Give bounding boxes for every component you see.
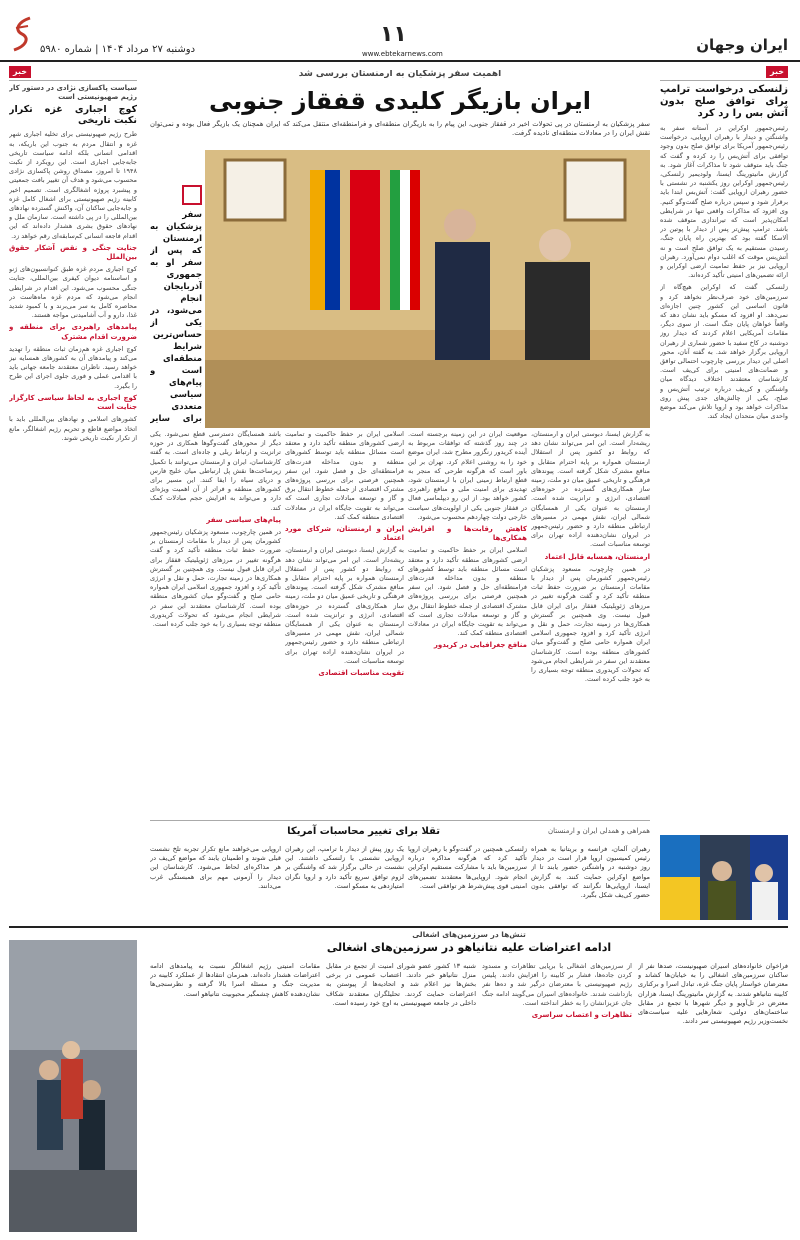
lead-col-2-text: موقعیت ایران در این زمینه برجسته است. در چند روز گذشته که توافقات مربوط به آینده کریدور زنگزور مطرح شد، ایران موضع خود را به روشنی اعلام کرد. تهران بر این باور است که هرگونه طرحی که منجر به قطع ارتباط زمینی ایران با ارمنستان شود، تهدیدی برای امنیت ملی و منافع راهبردی کشور خواهد بود. از این رو دیپلماسی فعال در قفقاز جنوبی یکی از اولویت‌های سیاست خارجی دولت چهاردهم محسوب می‌شود. [408,430,527,521]
left-kicker: سیاست پاکسازی نژادی در دستور کار رژیم صهیونیستی است [9,84,137,102]
lead-col-3 [285,430,404,813]
mid-col-3: یک روز پیش از دیدار با ترامپ، این رهبران اروپایی نشستی با زلنسکی داشتند. این نشست در حالی برگزار شد که واشنگتن بر لزوم توافق سریع تأکید دارد و اروپا نگران امتیازدهی به مسکو است. [285,845,404,890]
bottom-col-3: شنبه ۱۳ کشور عضو شورای امنیت از تجمع در مقابل منزل نتانیاهو خبر دادند. اعتصاب عمومی در برخی بخش‌ها نیز اعلام شد و اتحادیه‌ها از پیوستن به اعتراضات حمایت کردند. تحلیلگران معتقدند شکاف داخلی در جامعه صهیونیستی به اوج خود رسیده است. [326,962,476,1007]
mid-rule [150,820,650,821]
right-column [660,84,788,829]
lead-subhead-f: تقویت مناسبات اقتصادی [318,669,404,678]
lead-col-1-text-2: در همین چارچوب، مسعود پزشکیان رئیس‌جمهور کشورمان پس از دیدار با مقامات ارمنستان بر ضرورت حفظ ثبات منطقه تأکید کرد و گفت هرگونه تغییر در مرزهای ژئوپلیتیک قفقاز برای ایران قابل قبول نیست. وی همچنین بر گسترش همکاری‌ها در زمینه تجارت، حمل و نقل و انرژی تأکید کرد و افزود جمهوری اسلامی ایران همواره حامی صلح و گفت‌وگو میان کشورهای منطقه بوده است. کارشناسان معتقدند این سفر در شرایطی انجام می‌شود که تحولات کریدوری منطقه توجه بسیاری را به خود جلب کرده است. [531,564,650,684]
lead-summary: سفر پزشکیان به ارمنستان در پی تحولات اخیر در قفقاز جنوبی، این پیام را به بازیگران منطقه‌ای و فرامنطقه‌ای منتقل می‌کند که ایران همچنان یک بازیگر فعال بوده و نمی‌توان نقش ایران را در معادلات منطقه‌ای نادیده گرفت. [150,120,650,138]
right-article-body-2: زلنسکی گفت که اوکراین هیچ‌گاه از سرزمین‌های خود صرف‌نظر نخواهد کرد و قانون اساسی این کشور چنین اجازه‌ای نمی‌دهد. او افزود که مسکو باید نشان دهد که واقعاً خواهان پایان جنگ است. از سوی دیگر، مقامات آمریکایی اعلام کردند که دیدار روز دوشنبه در کاخ سفید با حضور شماری از رهبران اروپایی برگزار خواهد شد. به گفته آنان، محور اصلی این دیدار بررسی چارچوب احتمالی توافق و ضمانت‌های امنیتی برای کی‌یف است. کارشناسان معتقدند اختلاف دیدگاه میان واشنگتن و کی‌یف درباره ترتیب آتش‌بس و صلح، یکی از چالش‌های جدی پیش روی مذاکرات خواهد بود و اروپا تلاش می‌کند موضع واحدی میان متحدان ایجاد کند. [660,283,788,421]
site-url[interactable]: www.ebtekarnews.com [362,50,443,58]
mid-col-2: زلنسکی همچنین در گفت‌وگو با رهبران اروپا تأکید کرد که هرگونه مذاکره درباره سرزمین‌ها باید با مشارکت مستقیم اوکراین انجام شود. اروپایی‌ها معتقدند تضمین‌های امنیتی قوی پیش‌شرط هر توافقی است. [408,845,527,890]
lead-col-2 [408,430,527,813]
left-column [9,84,137,829]
quote-icon [182,185,202,205]
newspaper-logo-icon [8,14,36,54]
bottom-heading [150,930,788,955]
lead-col-2-text-2: اسلامی ایران بر حفظ حاکمیت و تمامیت ارضی کشورهای منطقه تأکید دارد و معتقد است مسائل منطقه باید توسط کشورهای منطقه و بدون مداخله قدرت‌های فرامنطقه‌ای حل و فصل شود. این سفر همچنین فرصتی برای بررسی پروژه‌های مشترک اقتصادی از جمله خطوط انتقال برق و گاز و توسعه مبادلات تجاری است که می‌تواند به تقویت جایگاه ایران در معادلات اقتصادی منطقه کمک کند. [408,546,527,638]
lead-subhead-b: کاهش رقابت‌ها و افزایش همکاری‌ها [408,525,527,543]
left-article-body: طرح رژیم صهیونیستی برای تخلیه اجباری شهر غزه و انتقال مردم به جنوب این باریکه، به اقدامی انسانی بلکه ادامه سیاست تاریخی جابه‌جایی اجباری است. این رویکرد از نکبت ۱۹۴۸ تا امروز، مصداق روشن پاکسازی نژادی محسوب می‌شود و هدف آن تغییر بافت جمعیتی و پیشبرد پروژه اشغالگری است. تصمیم اخیر کابینه رژیم صهیونیستی برای اشغال کامل غزه و جابه‌جایی ساکنان آن، واکنش گسترده نهادهای بین‌المللی را در پی داشته است. سازمان ملل و نهادهای حقوق بشری هشدار داده‌اند که این اقدام فاجعه انسانی کم‌سابقه‌ای رقم خواهد زد. [9,130,137,240]
bottom-col-2-text: از سرزمین‌های اشغالی با برپایی تظاهرات و مسدود کردن جاده‌ها، فشار بر کابینه را افزایش دادند. پلیس رژیم صهیونیستی با معترضان درگیر شد و ده‌ها نفر بازداشت شدند. خانواده‌های اسیران می‌گویند ادامه جنگ جان عزیزانشان را به خطر انداخته است. [482,962,632,1007]
left-article-body-2: کوچ اجباری مردم غزه طبق کنوانسیون‌های ژنو و اساسنامه دیوان کیفری بین‌المللی، جنایت جنگی محسوب می‌شود. این اقدام در شرایطی انجام می‌شود که مردم غزه ماه‌هاست در محاصره کامل به سر می‌برند و با کمبود شدید غذا، دارو و آب آشامیدنی مواجه هستند. [9,265,137,320]
left-rule [9,80,137,81]
page-number: ۱۱ [380,22,407,47]
bottom-kicker: تنش‌ها در سرزمین‌های اشغالی [412,930,526,939]
lead-subhead-c: پیام‌های سیاسی سفر [206,515,281,524]
lead-title: ایران بازیگر کلیدی قفقاز جنوبی [209,87,591,115]
lead-subhead-e: منافع جغرافیایی در کریدور [433,641,527,650]
lead-col-4-text: باشد همسایگان دسترسی قطع نمی‌شود. یکی دیگر از محورهای گفت‌وگوها همکاری در حوزه ترانزیت و ارتباط ریلی و جاده‌ای است. به گفته کارشناسان، ایران و ارمنستان می‌توانند با تکمیل زیرساخت‌ها نقش پل ارتباطی میان خلیج فارس و دریای سیاه را ایفا کنند. این مسیر برای کشورهای منطقه و فراتر از آن اهمیت ویژه‌ای دارد و می‌تواند به افزایش حجم مبادلات کمک کند. [150,430,281,512]
lead-callout-text: سفر پزشکیان به ارمنستان که پس از سفر او به جمهوری آذربایجان انجام می‌شود، در یکی از حساس‌ترین شرایط منطقه‌ای است و پیام‌های سیاسی متعددی برای سایر [150,210,202,424]
lead-col-1-text: به گزارش ایسنا، دبوستی ایران و ارمنستان، ریشه‌دار است. این امر می‌تواند نشان دهد که روابط دو کشور پس از استقلال ارمنستان همواره بر پایه احترام متقابل و منافع مشترک شکل گرفته است. پیوندهای فرهنگی و تاریخی عمیق میان دو ملت، زمینه ساز همکاری‌های گسترده در حوزه‌های اقتصادی، انرژی و ترانزیت شده است. ارمنستان به عنوان یکی از همسایگان شمالی ایران، نقش مهمی در مسیرهای ارتباطی منطقه دارد و حضور رئیس‌جمهور در ایروان نشان‌دهنده اراده تهران برای توسعه مناسبات است. [531,430,650,549]
right-news-badge: خبر [766,66,788,78]
mid-header-bar [150,825,650,841]
mid-title: تقلا برای تغییر محاسبات آمریکا [287,826,440,837]
left-article-title: کوچ اجباری غزه تکرار نکبت تاریخی [9,104,137,127]
mid-col-1: رهبران آلمان، فرانسه و بریتانیا به همراه رئیس کمیسیون اروپا قرار است در دیدار روز دوشنبه در واشنگتن حضور یابند تا از مواضع اوکراین حمایت کنند. به گزارش ایسنا، اروپایی‌ها نگرانند که توافقی بدون حضور کی‌یف شکل بگیرد. [531,845,650,900]
right-article-body: رئیس‌جمهور اوکراین در آستانه سفر به واشنگتن و دیدار با رهبران اروپایی، درخواست رئیس‌جمهور آمریکا برای توافق صلح بدون وجود توافقی برای آتش‌بس را رد کرده و گفت که جنگ باید متوقف شود تا مذاکرات آغاز شود. به گزارش مانیتورینگ ایسنا، ولودیمیر زلنسکی، رئیس‌جمهور اوکراین روز یکشنبه در نشستی با حضور رهبران اروپایی گفت: آتش‌بس ابتدا باید برقرار شود و سپس درباره صلح گفت‌وگو کنیم. وی افزود که مذاکرات واقعی تنها در شرایطی امکان‌پذیر است که تیراندازی متوقف شده باشد. ترامپ پیش‌تر پس از دیدار با پوتین در آلاسکا گفته بود که بهترین راه پایان جنگ، رسیدن مستقیم به یک توافق صلح است و نه آتش‌بس موقت که اغلب دوام نمی‌آورد. رهبران اروپایی نیز بر حفظ تمامیت ارضی اوکراین و ارائه تضمین‌های امنیتی تأکید کرده‌اند. [660,124,788,280]
zelensky-photo [660,835,788,920]
lead-col-3-text: اسلامی ایران بر حفظ حاکمیت و تمامیت ارضی کشورهای منطقه تأکید دارد و معتقد است مسائل منطقه باید توسط کشورهای منطقه و بدون مداخله قدرت‌های فرامنطقه‌ای حل و فصل شود. این سفر همچنین فرصتی برای بررسی پروژه‌های مشترک اقتصادی از جمله خطوط انتقال برق و گاز و توسعه مبادلات تجاری است که می‌تواند به تقویت جایگاه ایران در معادلات اقتصادی منطقه کمک کند. [285,430,404,521]
lead-subhead-a: ارمنستان، همسایه قابل اعتماد [544,552,650,561]
lead-kicker: اهمیت سفر پزشکیان به ارمنستان بررسی شد [298,70,502,79]
section-title: ایران وجهان [696,36,788,54]
lead-subhead-d: ایران و ارمنستان، شرکای مورد اعتماد [285,525,404,543]
bottom-rule [9,926,788,928]
bottom-title: ادامه اعتراضات علیه نتانیاهو در سرزمین‌های اشغالی [326,941,612,954]
right-article-title: زلنسکی درخواست ترامپ برای توافق صلح بدون آتش بس را رد کرد [660,84,788,119]
left-news-badge: خبر [9,66,31,78]
date-issue: دوشنبه ۲۷ مرداد ۱۴۰۴ | شماره ۵۹۸۰ [40,44,196,55]
bottom-col-4: مقامات امنیتی رژیم اشغالگر نسبت به پیامدهای ادامه اعتراضات هشدار داده‌اند. همزمان انتقادها از عملکرد کابینه در مدیریت جنگ و مسئله اسرا بالا گرفته و نظرسنجی‌ها نشان‌دهنده کاهش چشمگیر محبوبیت نتانیاهو است. [150,962,320,998]
lead-callout [150,185,202,425]
left-article-body-4: کشورهای اسلامی و نهادهای بین‌المللی باید با اتخاذ مواضع قاطع و تحریم رژیم اشغالگر، مانع از تکرار نکبت تاریخی شوند. [9,415,137,442]
lead-col-1 [531,430,650,813]
bottom-col-2 [482,962,632,1232]
left-subhead-3: کوچ اجباری به لحاظ سیاسی کارگزار جنایت است [9,393,137,412]
lead-col-4-text-2: در همین چارچوب، مسعود پزشکیان رئیس‌جمهور کشورمان پس از دیدار با مقامات ارمنستان بر ضرورت حفظ ثبات منطقه تأکید کرد و گفت هرگونه تغییر در مرزهای ژئوپلیتیک قفقاز برای ایران قابل قبول نیست. وی همچنین بر گسترش همکاری‌ها در زمینه تجارت، حمل و نقل و انرژی تأکید کرد و افزود جمهوری اسلامی ایران همواره حامی صلح و گفت‌وگو میان کشورهای منطقه بوده است. کارشناسان معتقدند این سفر در شرایطی انجام می‌شود که تحولات کریدوری منطقه توجه بسیاری را به خود جلب کرده است. [150,528,281,629]
bottom-col-1: فراخوان خانواده‌های اسیران صهیونیست، صدها نفر از ساکنان سرزمین‌های اشغالی را به خیابان‌ها کشاند و معترضان خواستار پایان جنگ غزه، تبادل اسرا و برکناری کابینه نتانیاهو شدند. به گزارش مانیتورینگ ایسنا، هزاران معترض در تل‌آویو و دیگر شهرها با تجمع در مقابل ساختمان‌های دولتی، شعارهایی علیه سیاست‌های نخست‌وزیر رژیم صهیونیستی سر دادند. [638,962,788,1026]
mid-col-4: اروپایی می‌خواهند مانع تکرار تجربه تلخ نشست قبلی شوند و اطمینان یابند که مواضع کی‌یف در هر مذاکره‌ای لحاظ می‌شود. کارشناسان این دیدار را آزمونی مهم برای همبستگی غرب می‌دانند. [150,845,281,890]
lead-col-4 [150,430,281,813]
lead-col-3-text-2: به گزارش ایسنا، دبوستی ایران و ارمنستان، ریشه‌دار است. این امر می‌تواند نشان دهد که روابط دو کشور پس از استقلال ارمنستان همواره بر پایه احترام متقابل و منافع مشترک شکل گرفته است. پیوندهای فرهنگی و تاریخی عمیق میان دو ملت، زمینه ساز همکاری‌های گسترده در حوزه‌های اقتصادی، انرژی و ترانزیت شده است. ارمنستان به عنوان یکی از همسایگان شمالی ایران، نقش مهمی در مسیرهای ارتباطی منطقه دارد و حضور رئیس‌جمهور در ایروان نشان‌دهنده اراده تهران برای توسعه مناسبات است. [285,546,404,665]
right-rule [660,80,788,81]
bottom-subhead: تظاهرات و اعتصاب سراسری [531,1011,632,1020]
page-header [0,0,800,62]
left-subhead-1: جنایت جنگی و نقض آشکار حقوق بین‌الملل [9,243,137,262]
photo-caption: همراهی و همدلی ایران و ارمنستان [548,827,650,835]
lead-photo [205,150,650,428]
left-subhead-2: پیامدهای راهبردی برای منطقه و ضرورت اقدام مشترک [9,323,137,341]
left-article-body-3: کوچ اجباری غزه هم‌زمان ثبات منطقه را تهدید می‌کند و پیامدهای آن به کشورهای همسایه نیز خواهد رسید. ناظران معتقدند جامعه جهانی باید با اقدامی عملی و فوری جلوی اجرای این طرح را بگیرد. [9,344,137,390]
protest-photo [9,940,137,1232]
